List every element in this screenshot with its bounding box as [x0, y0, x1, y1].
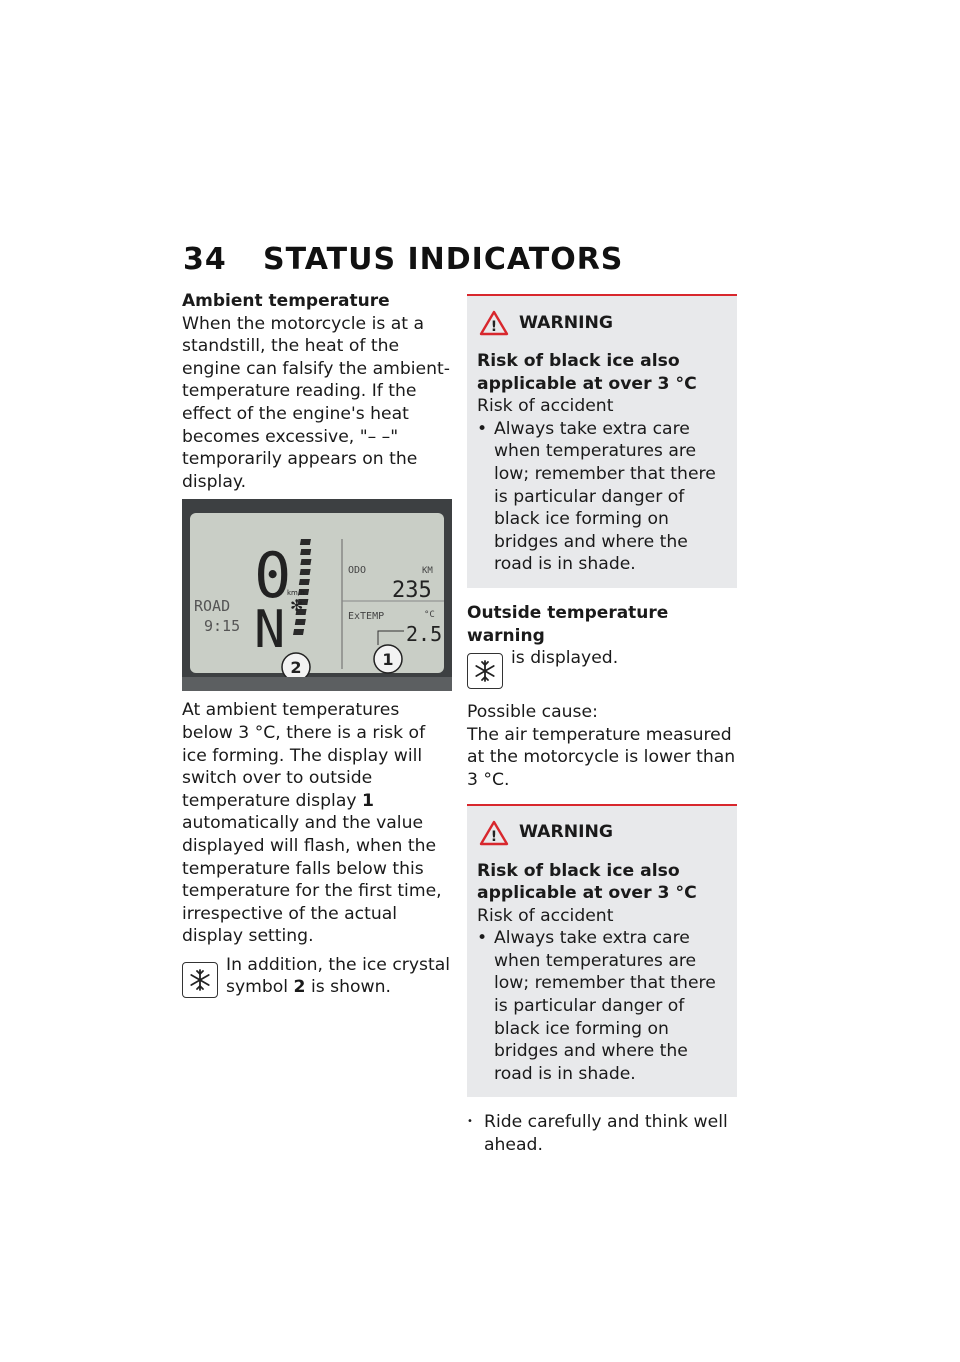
- page-header: [183, 242, 623, 277]
- odo-value: 235: [392, 578, 432, 604]
- section-heading-ambient: Ambient temperature: [182, 291, 390, 311]
- warning-triangle-icon: [479, 820, 509, 846]
- warning-subtitle: Risk of accident: [477, 905, 614, 926]
- warning-subtitle: Risk of accident: [477, 396, 614, 417]
- snowflake-icon: [182, 962, 218, 998]
- gear-indicator: N: [254, 600, 286, 661]
- ice-crystal-symbol: ✻: [290, 596, 304, 616]
- clock-readout: 9:15: [204, 617, 241, 636]
- warning-bullet: • Always take extra care when temperatures are low; remember that there is particular danger of black ice forming on bridges and where the road is in shade.: [477, 927, 729, 1085]
- instrument-cluster-image: [182, 499, 452, 691]
- page-number: 34: [183, 242, 227, 277]
- warning-title: Risk of black ice also applicable at over 3 °C: [477, 351, 697, 394]
- warning-label: WARNING: [519, 822, 613, 843]
- warning-bullet: • Always take extra care when temperatures are low; remember that there is particular danger of black ice forming on bridges and where the road is in shade.: [477, 418, 729, 576]
- odo-unit: KM: [422, 566, 433, 577]
- ambient-paragraph: When the motorcycle is at a standstill, the heat of the engine can falsify the ambient-temperature reading. If the effect of the engine's heat becomes excessive, "– –" temporarily appears on the display.: [182, 313, 450, 492]
- warning-label: WARNING: [519, 312, 613, 333]
- warning-triangle-icon: [479, 310, 509, 336]
- cause-label: Possible cause:: [467, 702, 598, 723]
- snowflake-icon: [467, 653, 503, 689]
- outside-temp-icon-row: [467, 647, 737, 689]
- warning-header: [477, 820, 729, 846]
- instrument-cluster-figure: [182, 499, 452, 691]
- reference-2: 2: [293, 977, 306, 998]
- odo-label: ODO: [348, 565, 367, 577]
- action-item: • Ride carefully and think well ahead.: [467, 1111, 737, 1156]
- warning-box-1: [467, 294, 737, 588]
- section-heading-outside-temp: Outside temperature warning: [467, 602, 669, 646]
- temp-unit: °C: [424, 610, 435, 621]
- cause-text: The air temperature measured at the motorcycle is lower than 3 °C.: [467, 724, 736, 790]
- svg-text:!: !: [490, 319, 498, 335]
- reference-1: 1: [362, 790, 374, 811]
- warning-title: Risk of black ice also applicable at over 3 °C: [477, 860, 697, 904]
- speed-readout: 0: [254, 539, 292, 613]
- page-title: STATUS INDICATORS: [263, 242, 624, 277]
- speed-unit: km/h: [287, 589, 305, 598]
- right-column: [467, 294, 737, 1157]
- warning-header: [477, 310, 729, 336]
- temp-label: ExTEMP: [348, 611, 385, 623]
- riding-mode: ROAD: [194, 597, 231, 616]
- ice-crystal-paragraph: In addition, the ice crystal symbol 2 is shown.: [226, 954, 451, 998]
- warning-box-2: [467, 804, 737, 1098]
- svg-text:!: !: [490, 828, 498, 845]
- callout-1-label: 1: [382, 650, 394, 670]
- left-column: [182, 290, 452, 999]
- ice-risk-paragraph: At ambient temperatures below 3 °C, there is a risk of ice forming. The display will switch over to outside temperature display 1 automatically and the value displayed will flash, when the temperature falls below this temperature for the first time, irrespective of the actual display setting.: [182, 700, 442, 947]
- callout-2-label: 2: [290, 658, 302, 678]
- icon-displayed-text: is displayed.: [511, 648, 619, 669]
- ice-crystal-row: [182, 954, 452, 999]
- temp-value: 2.5: [406, 622, 443, 647]
